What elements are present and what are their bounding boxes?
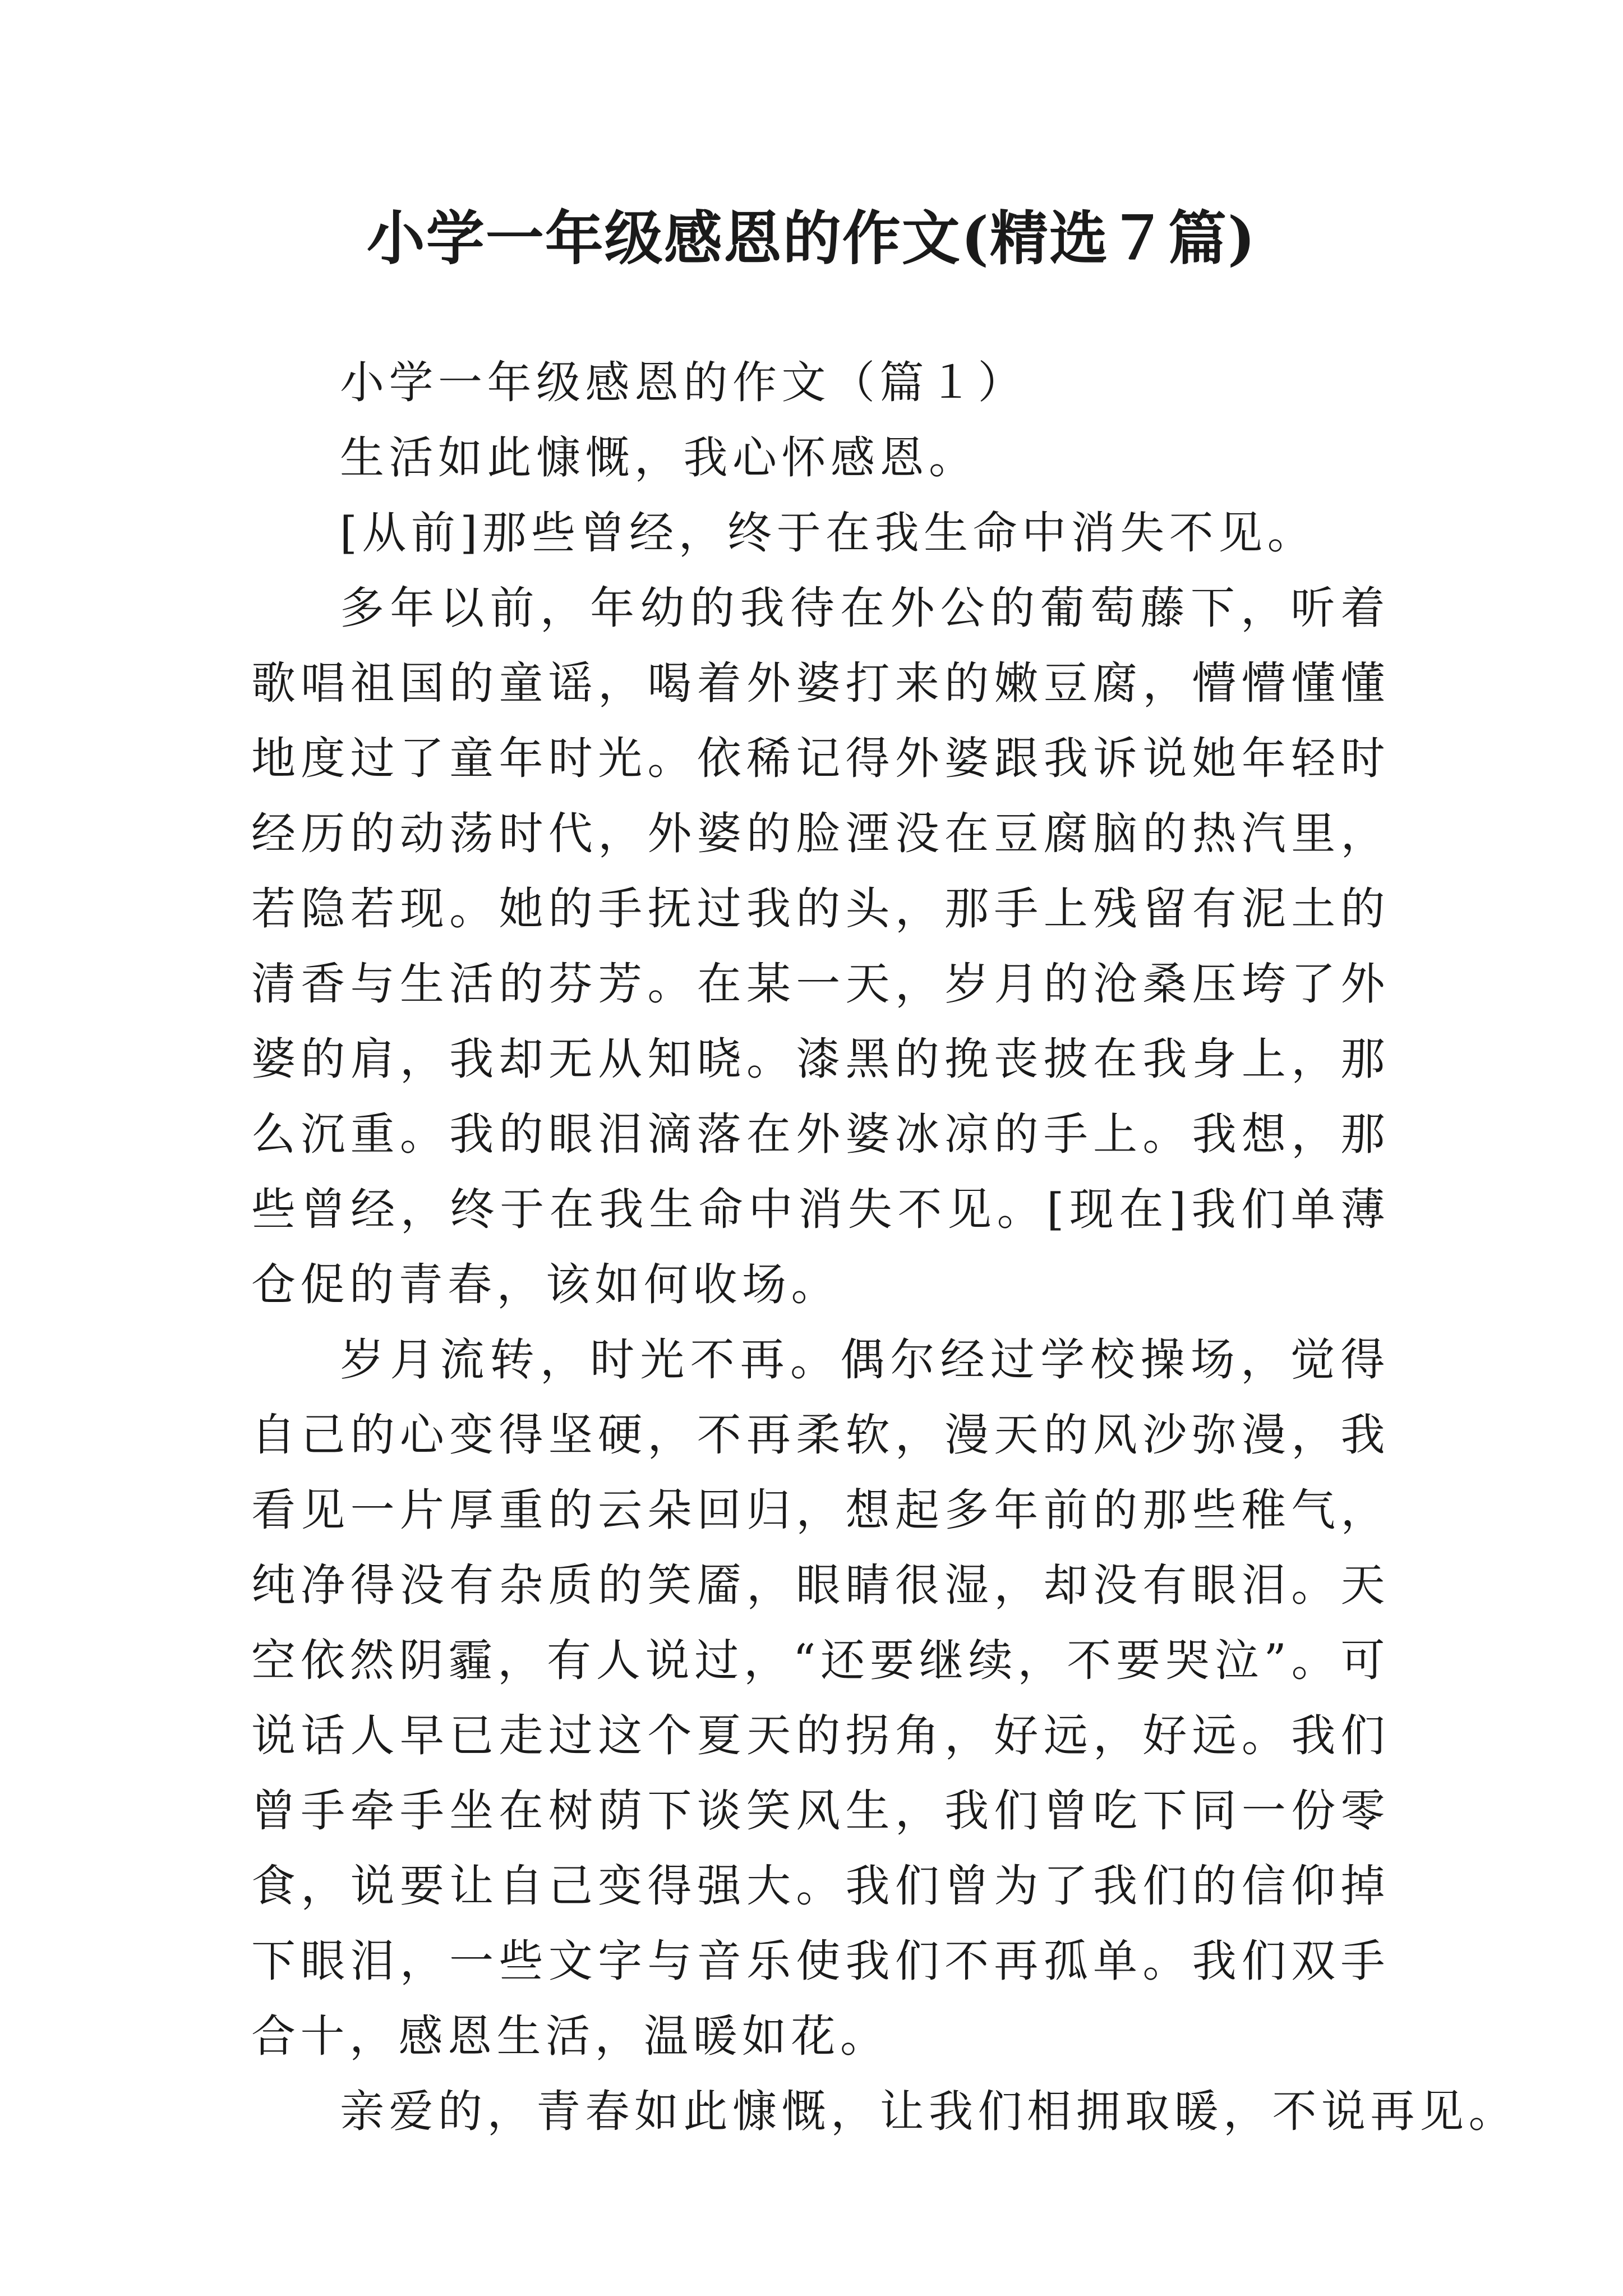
document-title: 小学一年级感恩的作文(精选７篇) [366, 204, 1257, 273]
paragraph: 亲爱的，青春如此慷慨，让我们相拥取暖，不说再见。 [340, 2086, 1518, 2137]
section-heading: 小学一年级感恩的作文（篇１） [340, 357, 1027, 408]
paragraph: 多年以前，年幼的我待在外公的葡萄藤下，听着歌唱祖国的童谣，喝着外婆打来的嫩豆腐，懵懵懂懂地度过了童年时光。依稀记得外婆跟我诉说她年轻时经历的动荡时代，外婆的脸湮没在豆腐脑的热汽里，若隐若现。她的手抚过我的头，那手上残留有泥土的清香与生活的芬芳。在某一天，岁月的沧桑压垮了外婆的肩，我却无从知晓。漆黑的挽丧披在我身上，那么沉重。我的眼泪滴落在外婆冰凉的手上。我想，那些曾经，终于在我生命中消失不见。[现在]我们单薄仓促的青春，该如何收场。 [251, 582, 1390, 1310]
paragraph: 生活如此慷慨，我心怀感恩。 [340, 432, 978, 484]
paragraph: [从前]那些曾经，终于在我生命中消失不见。 [340, 507, 1317, 559]
paragraph: 岁月流转，时光不再。偶尔经过学校操场，觉得自己的心变得坚硬，不再柔软，漫天的风沙弥漫，我看见一片厚重的云朵回归，想起多年前的那些稚气，纯净得没有杂质的笑靥，眼睛很湿，却没有眼泪。天空依然阴霾，有人说过，“还要继续，不要哭泣”。可说话人早已走过这个夏天的拐角，好远，好远。我们曾手牵手坐在树荫下谈笑风生，我们曾吃下同一份零食，说要让自己变得强大。我们曾为了我们的信仰掉下眼泪，一些文字与音乐使我们不再孤单。我们双手合十，感恩生活，温暖如花。 [251, 1334, 1390, 2062]
document-body [251, 345, 1518, 2149]
